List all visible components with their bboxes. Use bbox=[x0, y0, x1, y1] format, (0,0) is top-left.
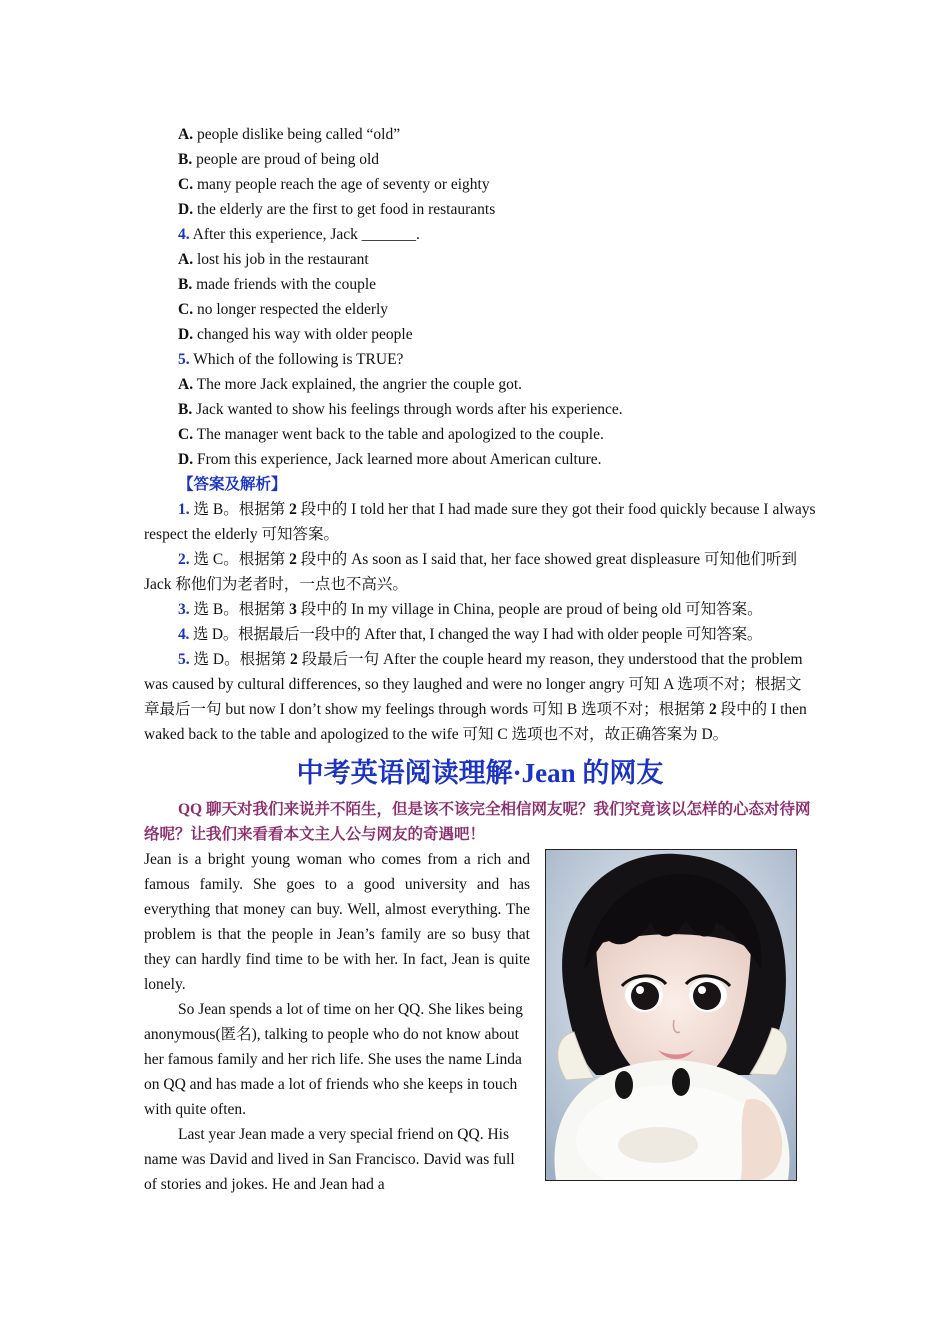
answer-5: 5. 选 D。根据第 2 段最后一句 After the couple heard my reason, they understood that the problem was caused by cultural differences, so they laughed and were no longer angry 可知 A 选项不对；根据文章最后一句 but now I don’t show my feelings through words 可知 B 选项不对；根据第 2 段中的 I then waked back to the table and apologized to the wife 可知 C 选项也不对，故正确答案为 D。 bbox=[144, 651, 807, 743]
q3-options bbox=[144, 122, 816, 222]
girl-illustration bbox=[546, 850, 796, 1180]
question-4 bbox=[144, 222, 816, 347]
story-paragraph-2: So Jean spends a lot of time on her QQ. She likes being anonymous(匿名), talking to people who do not know about her famous family and her rich life. She uses the name Linda on QQ and has made a lot of friends who she keeps in touch with quite often. bbox=[144, 1001, 523, 1118]
story-text bbox=[144, 847, 530, 1197]
answer-1: 1. 选 B。根据第 2 段中的 I told her that I had made sure they got their food quickly because I always respect the elderly 可知答案。 bbox=[144, 501, 816, 543]
answer-4: 4. 选 D。根据最后一段中的 After that, I changed the way I had with older people 可知答案。 bbox=[178, 626, 763, 643]
q5-option-d: D. From this experience, Jack learned more about American culture. bbox=[178, 451, 602, 468]
q4-option-c: C. no longer respected the elderly bbox=[178, 301, 389, 318]
article-title: 中考英语阅读理解·Jean 的网友 bbox=[296, 758, 664, 788]
q5-option-a: A. The more Jack explained, the angrier the couple got. bbox=[178, 376, 523, 393]
q3-option-b: B. people are proud of being old bbox=[178, 151, 380, 168]
q5-option-c: C. The manager went back to the table and apologized to the couple. bbox=[178, 426, 604, 443]
q4-option-a: A. lost his job in the restaurant bbox=[178, 251, 369, 268]
q3-option-d: D. the elderly are the first to get food in restaurants bbox=[178, 201, 496, 218]
q5-option-b: B. Jack wanted to show his feelings through words after his experience. bbox=[178, 401, 623, 418]
q4-option-b: B. made friends with the couple bbox=[178, 276, 377, 293]
article-intro: QQ 聊天对我们来说并不陌生，但是该不该完全相信网友呢？我们究竟该以怎样的心态对待网络呢？让我们来看看本文主人公与网友的奇遇吧！ bbox=[144, 801, 811, 843]
answer-3: 3. 选 B。根据第 3 段中的 In my village in China, people are proud of being old 可知答案。 bbox=[178, 601, 763, 618]
answer-2: 2. 选 C。根据第 2 段中的 As soon as I said that, her face showed great displeasure 可知他们听到 Jack 称他们为老者时，一点也不高兴。 bbox=[144, 551, 798, 593]
q3-option-c: C. many people reach the age of seventy or eighty bbox=[178, 176, 490, 193]
q4-stem: 4. After this experience, Jack _______. bbox=[178, 226, 420, 243]
question-5 bbox=[144, 347, 816, 472]
q3-option-a: A. people dislike being called “old” bbox=[178, 126, 401, 143]
document-page bbox=[144, 122, 816, 1197]
q5-stem: 5. Which of the following is TRUE? bbox=[178, 351, 404, 368]
story-paragraph-1: Jean is a bright young woman who comes from a rich and famous family. She goes to a good university and has everything that money can buy. Well, almost everything. The problem is that the people in Jean’s family are so busy that they can hardly find time to be with her. In fact, Jean is quite lonely. bbox=[144, 851, 530, 993]
answers-heading: 【答案及解析】 bbox=[178, 476, 287, 493]
story-section bbox=[144, 847, 816, 1197]
girl-photo bbox=[545, 849, 797, 1181]
story-paragraph-3: Last year Jean made a very special friend on QQ. His name was David and lived in San Francisco. David was full of stories and jokes. He and Jean had a bbox=[144, 1126, 515, 1193]
q4-option-d: D. changed his way with older people bbox=[178, 326, 413, 343]
